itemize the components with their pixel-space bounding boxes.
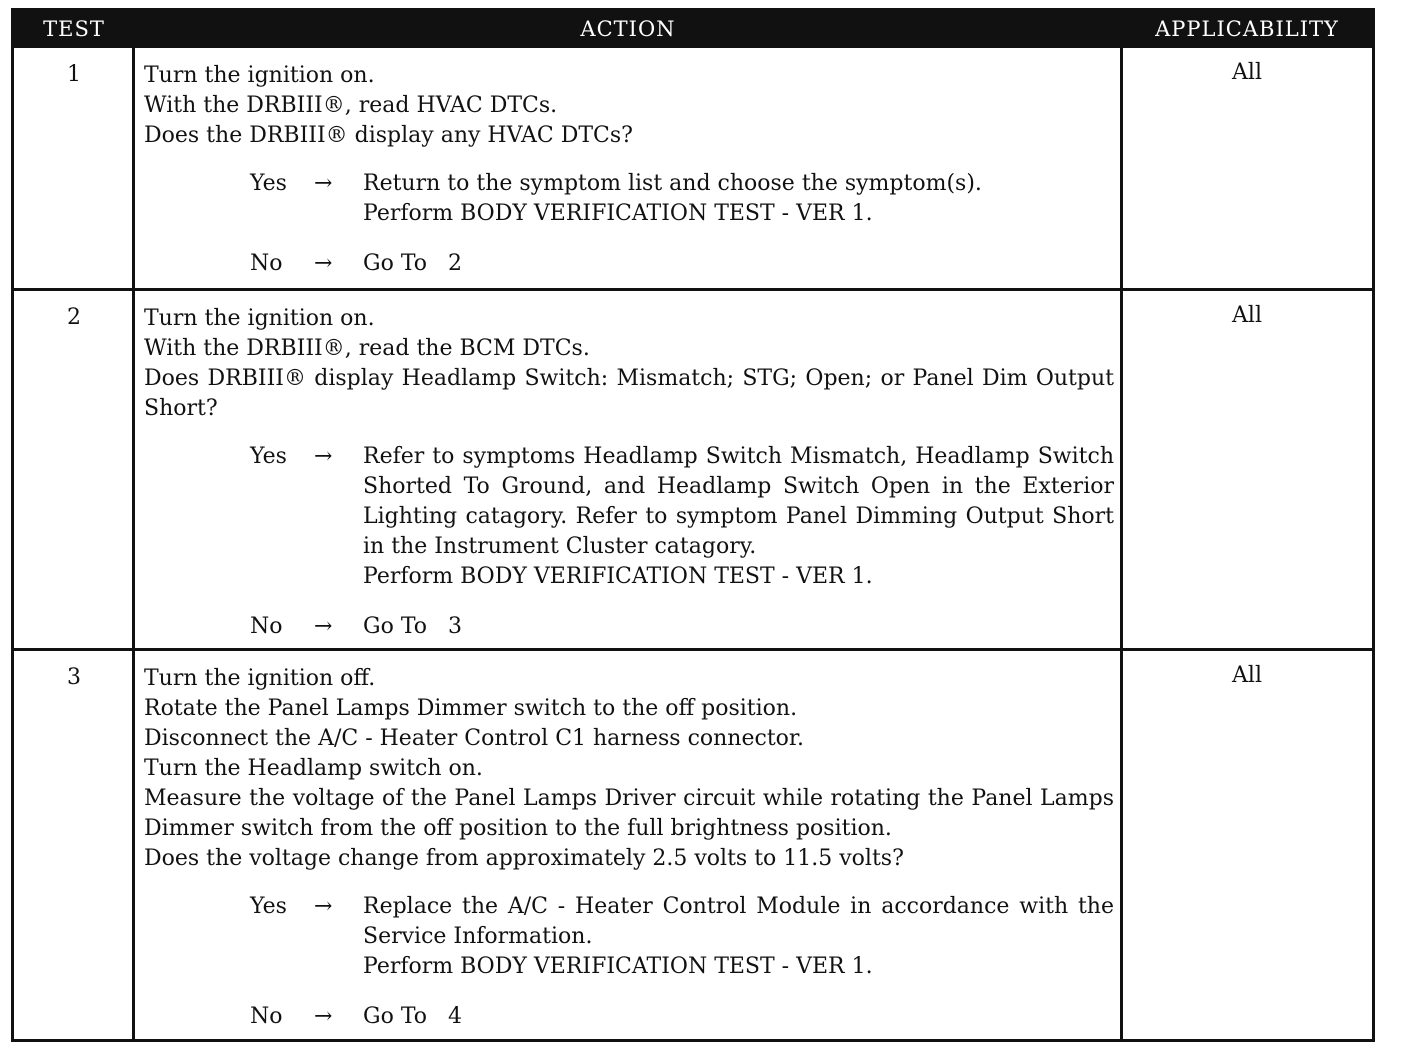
- action-cell: [144, 304, 1114, 662]
- step-text: Does the voltage change from approximately 2.5 volts to 11.5 volts?: [144, 846, 904, 871]
- applicability-cell: All: [1232, 303, 1262, 328]
- no-branch: [144, 1002, 1114, 1032]
- arrow-icon: →: [314, 444, 333, 469]
- step-text: Turn the ignition on.: [144, 306, 375, 331]
- test-number: 1: [67, 62, 81, 87]
- applicability-cell: All: [1232, 663, 1262, 688]
- no-label: No: [250, 1004, 283, 1029]
- step-text: With the DRBIII®, read HVAC DTCs.: [144, 93, 558, 118]
- table-row: [14, 288, 1372, 650]
- header-applicability: APPLICABILITY: [1155, 17, 1339, 41]
- yes-label: Yes: [250, 171, 287, 196]
- table-row: [14, 648, 1372, 1039]
- applicability-cell: All: [1232, 60, 1262, 85]
- yes-text: Replace the A/C - Heater Control Module in accordance with the Service Information.: [363, 894, 1114, 949]
- table-row: [14, 48, 1372, 290]
- no-text: Go To 2: [363, 251, 462, 276]
- diagnostic-table: [11, 8, 1375, 1042]
- yes-branch: [144, 892, 1114, 982]
- table-header: [14, 11, 1372, 48]
- no-branch: [144, 612, 1114, 642]
- step-text: Turn the ignition off.: [144, 666, 376, 691]
- action-cell: [144, 664, 1114, 1052]
- yes-text: Perform BODY VERIFICATION TEST - VER 1.: [363, 564, 873, 589]
- yes-branch: [144, 442, 1114, 592]
- arrow-icon: →: [314, 171, 333, 196]
- yes-text: Perform BODY VERIFICATION TEST - VER 1.: [363, 954, 873, 979]
- step-text: Does DRBIII® display Headlamp Switch: Mismatch; STG; Open; or Panel Dim Output Short?: [144, 366, 1114, 421]
- arrow-icon: →: [314, 614, 333, 639]
- no-text: Go To 3: [363, 614, 462, 639]
- yes-label: Yes: [250, 444, 287, 469]
- step-text: With the DRBIII®, read the BCM DTCs.: [144, 336, 590, 361]
- test-number: 3: [67, 665, 81, 690]
- action-cell: [144, 61, 1114, 299]
- step-text: Turn the ignition on.: [144, 63, 375, 88]
- yes-text: Return to the symptom list and choose the symptom(s).: [363, 171, 982, 196]
- no-text: Go To 4: [363, 1004, 462, 1029]
- no-label: No: [250, 251, 283, 276]
- step-text: Turn the Headlamp switch on.: [144, 756, 483, 781]
- no-label: No: [250, 614, 283, 639]
- yes-branch: [144, 169, 1114, 229]
- yes-text: Perform BODY VERIFICATION TEST - VER 1.: [363, 201, 873, 226]
- step-text: Rotate the Panel Lamps Dimmer switch to the off position.: [144, 696, 798, 721]
- header-action: ACTION: [580, 17, 676, 41]
- step-text: Disconnect the A/C - Heater Control C1 harness connector.: [144, 726, 804, 751]
- arrow-icon: →: [314, 894, 333, 919]
- test-number: 2: [67, 305, 81, 330]
- no-branch: [144, 249, 1114, 279]
- yes-label: Yes: [250, 894, 287, 919]
- arrow-icon: →: [314, 1004, 333, 1029]
- yes-text: Refer to symptoms Headlamp Switch Mismatch, Headlamp Switch Shorted To Ground, and Headlamp Switch Open in the Exterior Lighting catagory. Refer to symptom Panel Dimming Output Short in the Instrument Cluster catagory.: [363, 444, 1114, 559]
- header-test: TEST: [43, 17, 105, 41]
- step-text: Measure the voltage of the Panel Lamps Driver circuit while rotating the Panel Lamps Dimmer switch from the off position to the full brightness position.: [144, 786, 1114, 841]
- arrow-icon: →: [314, 251, 333, 276]
- step-text: Does the DRBIII® display any HVAC DTCs?: [144, 123, 633, 148]
